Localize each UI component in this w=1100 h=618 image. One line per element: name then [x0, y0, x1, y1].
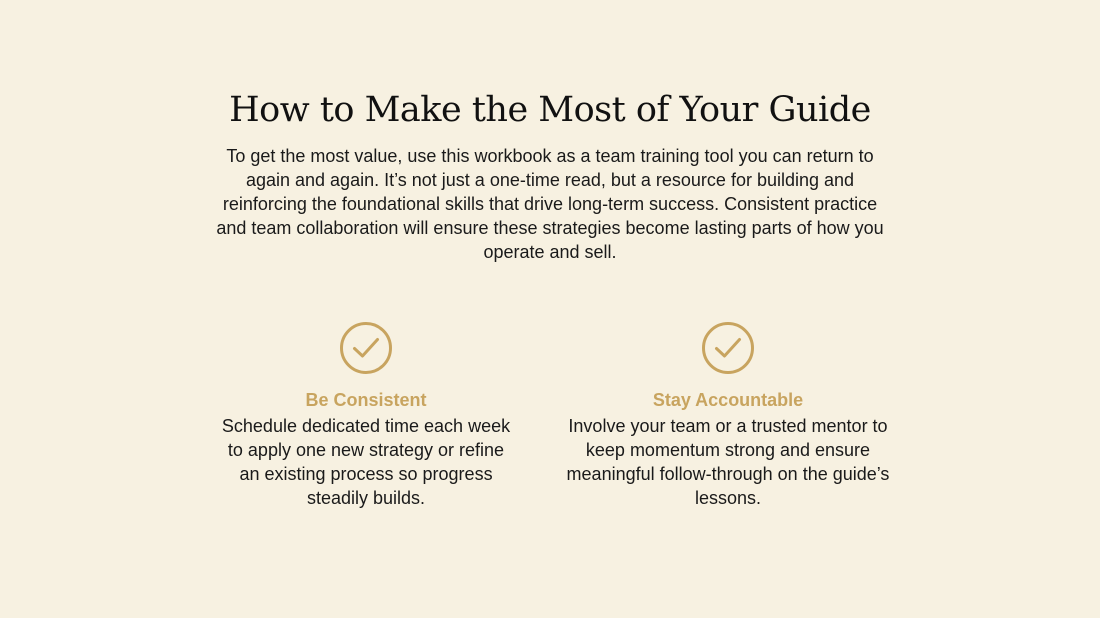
check-circle-icon — [338, 320, 394, 376]
card-description: Schedule dedicated time each week to apply one new strategy or refine an existing process so progress steadily builds. — [221, 416, 511, 508]
card-title: Be Consistent — [305, 390, 427, 410]
card-stay-accountable — [563, 320, 893, 510]
check-circle-icon — [700, 320, 756, 376]
page-title: How to Make the Most of Your Guide — [229, 90, 871, 130]
intro-paragraph: To get the most value, use this workbook as a team training tool you can return to again and again. It’s not just a one-time read, but a resource for building and reinforcing the foundational skills that drive long-term success. Consistent practice and team collaboration will ensure these strategies become lasting parts of how you operate and sell. — [216, 146, 884, 262]
card-description: Involve your team or a trusted mentor to keep momentum strong and ensure meaningful follow-through on the guide’s lessons. — [566, 416, 890, 508]
card-be-consistent — [216, 320, 516, 510]
card-title: Stay Accountable — [652, 390, 804, 410]
